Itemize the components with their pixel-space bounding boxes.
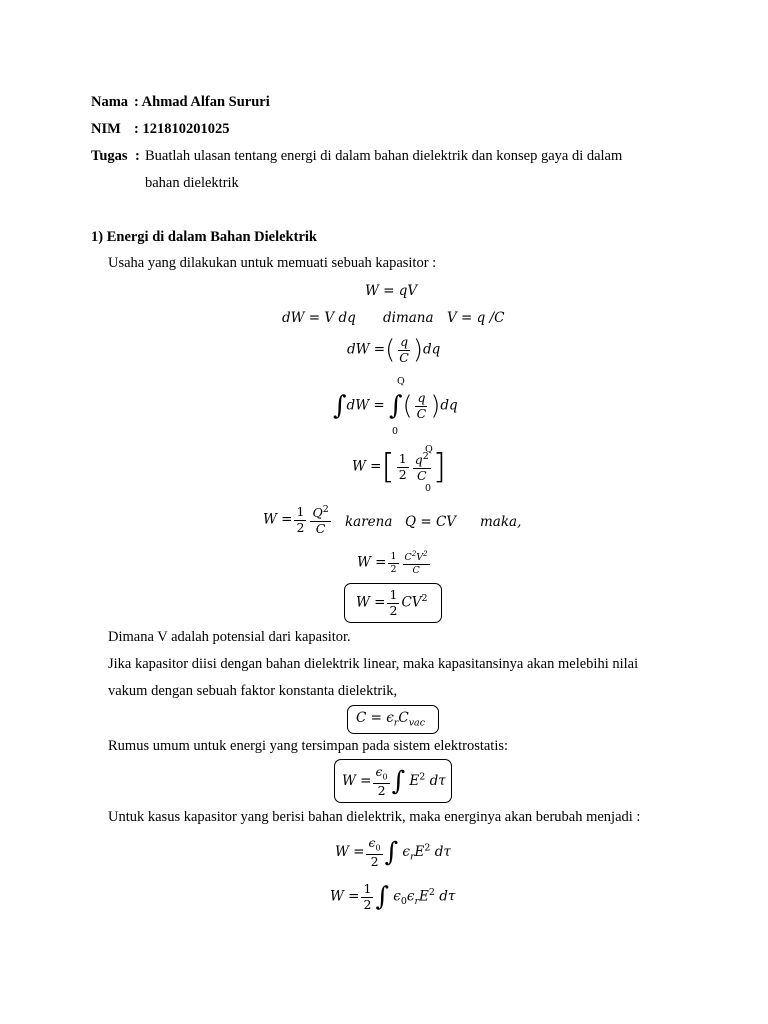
equation-c2v2: W = $\frac{1}{2}$ $\frac{C^2V^2}{C}$ [357,550,428,576]
equation-dw-qc: dW =( $\frac{q}{C}$ )dq [347,334,441,365]
equation-integral: ∫dW = ∫( $\frac{q}{C}$ )dq [333,390,458,421]
maka-word: maka, [480,514,522,530]
tugas-colon: : [135,148,140,164]
equation-w-qv: W = qV [365,283,418,299]
karena-word: karena [345,514,393,530]
nama-label: Nama [91,94,129,110]
equation-v-qc: V = q /C [447,310,505,326]
lower-limit: 0 [392,426,399,437]
paragraph-line-1: Jika kapasitor diisi dengan bahan dielektrik linear, maka kapasitansinya akan melebihi nilai [108,656,639,672]
equation-dielectric-1: W = $\frac{\epsilon_0}{2}$ ∫ $\epsilon_rE^2$ dτ [335,835,451,869]
rumus-text: Rumus umum untuk energi yang tersimpan pada sistem elektrostatis: [108,738,509,754]
tugas-line-2: bahan dielektrik [145,175,239,191]
equation-w-q2c: W = $\frac{1}{2}$ $\frac{Q^2}{C}$ [263,504,329,536]
tugas-label: Tugas [91,148,128,164]
tugas-line-1: Buatlah ulasan tentang energi di dalam bahan dielektrik dan konsep gaya di dalam [145,148,623,164]
bracket-upper: Q [425,444,433,455]
kasus-text: Untuk kasus kapasitor yang berisi bahan dielektrik, maka energinya akan berubah menjadi : [108,809,641,825]
equation-dw-vdq: dW = V dq [282,310,356,326]
equation-half-cv2: W = $\frac{1}{2}$ $CV^2$ [356,587,428,618]
paragraph-line-2: vakum dengan sebuah faktor konstanta dielektrik, [108,683,398,699]
equation-dielectric-2: W = $\frac{1}{2}$ ∫ $\epsilon_0\epsilon_rE^2$ dτ [330,881,456,912]
equation-dimana: dimana [383,310,434,326]
bracket-lower: 0 [425,483,432,494]
nama-value: : Ahmad Alfan Sururi [134,94,270,110]
nim-value: : 121810201025 [134,121,230,137]
equation-electrostatic: W = $\frac{\epsilon_0}{2}$ ∫ $E^2$ dτ [342,764,446,798]
nim-label: NIM [91,121,121,137]
upper-limit: Q [397,376,405,387]
equation-bracket: W =[ $\frac{1}{2}$ $\frac{q^2}{C}$ ] [352,447,447,487]
karena-equation: Q = CV [405,514,457,530]
dimana-text: Dimana V adalah potensial dari kapasitor. [108,629,351,645]
section-heading: 1) Energi di dalam Bahan Dielektrik [91,229,317,245]
equation-c-eps: $C = \epsilon_rC_{vac}$ [356,710,426,729]
intro-text: Usaha yang dilakukan untuk memuati sebuah kapasitor : [108,255,437,271]
